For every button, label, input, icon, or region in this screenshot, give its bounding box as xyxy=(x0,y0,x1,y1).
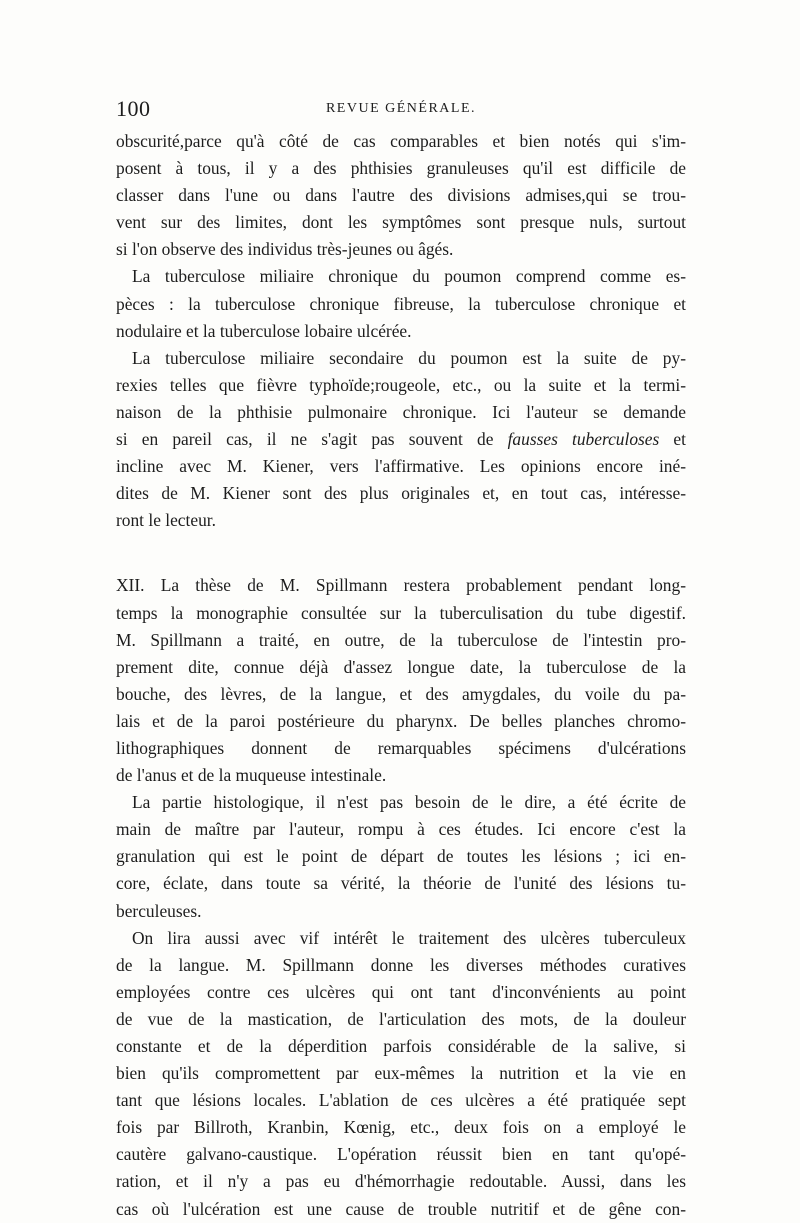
text-line: ration, et il n'y a pas eu d'hémorrhagie redoutable. Aussi, dans les xyxy=(116,1171,686,1192)
text-line: On lira aussi avec vif intérêt le traitement des ulcères tuberculeux xyxy=(132,927,686,948)
text-line: posent à tous, il y a des phthisies granuleuses qu'il est difficile de xyxy=(116,158,686,179)
page-number: 100 xyxy=(116,96,151,121)
text-line: lais et de la paroi postérieure du pharynx. De belles planches chromo- xyxy=(116,710,686,731)
text-line: rexies telles que fièvre typhoïde;rougeole, etc., ou la suite et la termi- xyxy=(116,374,686,395)
text-line: obscurité,parce qu'à côté de cas comparables et bien notés qui s'im- xyxy=(116,131,686,151)
text-line: constante et de la déperdition parfois considérable de la salive, si xyxy=(116,1036,686,1056)
text-line: cautère galvano-caustique. L'opération réussit bien en tant qu'opé- xyxy=(116,1144,686,1165)
text-line: si l'on observe des individus très-jeunes ou âgés. xyxy=(116,239,454,260)
paragraph xyxy=(116,925,686,1223)
text-line: temps la monographie consultée sur la tuberculisation du tube digestif. xyxy=(116,602,686,623)
text-segment: et xyxy=(659,429,686,450)
italic-term: fausses tuberculoses xyxy=(507,429,660,450)
text-line: granulation qui est le point de départ de toutes les lésions ; ici en- xyxy=(116,846,686,867)
text-line: incline avec M. Kiener, vers l'affirmative. Les opinions encore iné- xyxy=(116,456,686,477)
text-line: ront le lecteur. xyxy=(116,510,216,531)
paragraph xyxy=(116,345,686,535)
text-line: XII. La thèse de M. Spillmann restera probablement pendant long- xyxy=(116,575,686,596)
text-line: cas où l'ulcération est une cause de trouble nutritif et de gêne con- xyxy=(116,1198,686,1219)
text-line: main de maître par l'auteur, rompu à ces études. Ici encore c'est la xyxy=(116,819,686,840)
text-line: de vue de la mastication, de l'articulation des mots, de la douleur xyxy=(116,1008,686,1029)
body-text xyxy=(116,128,686,1223)
text-line: prement dite, connue déjà d'assez longue date, la tuberculose de la xyxy=(116,656,686,677)
text-segment: si en pareil cas, il ne s'agit pas souvent de xyxy=(116,429,508,450)
paragraph xyxy=(116,572,686,789)
text-line: de la langue. M. Spillmann donne les diverses méthodes curatives xyxy=(116,954,686,975)
text-line: berculeuses. xyxy=(116,900,202,921)
text-line: lithographiques donnent de remarquables spécimens d'ulcérations xyxy=(116,737,686,758)
text-line: classer dans l'une ou dans l'autre des divisions admises,qui se trou- xyxy=(116,185,686,206)
text-line: M. Spillmann a traité, en outre, de la tuberculose de l'intestin pro- xyxy=(116,629,686,650)
paragraph xyxy=(116,263,686,344)
text-line: de l'anus et de la muqueuse intestinale. xyxy=(116,765,387,786)
text-line: La partie histologique, il n'est pas besoin de le dire, a été écrite de xyxy=(132,792,686,813)
text-line: bouche, des lèvres, de la langue, et des amygdales, du voile du pa- xyxy=(116,683,686,704)
text-line: La tuberculose miliaire chronique du poumon comprend comme es- xyxy=(132,266,686,287)
paragraph xyxy=(116,789,686,924)
section-gap xyxy=(116,534,686,572)
text-line: naison de la phthisie pulmonaire chronique. Ici l'auteur se demande xyxy=(116,401,686,422)
running-head xyxy=(116,96,686,126)
text-line: La tuberculose miliaire secondaire du poumon est la suite de py- xyxy=(132,347,686,368)
text-line: employées contre ces ulcères qui ont tant d'inconvénients au point xyxy=(116,981,686,1002)
text-line: dites de M. Kiener sont des plus originales et, en tout cas, intéresse- xyxy=(116,483,686,504)
paragraph xyxy=(116,128,686,263)
text-line: bien qu'ils compromettent par eux-mêmes la nutrition et la vie en xyxy=(116,1063,686,1084)
text-line: core, éclate, dans toute sa vérité, la théorie de l'unité des lésions tu- xyxy=(116,873,686,894)
running-title: REVUE GÉNÉRALE. xyxy=(325,101,477,116)
text-line: pèces : la tuberculose chronique fibreuse, la tuberculose chronique et xyxy=(116,293,686,314)
text-line: vent sur des limites, dont les symptômes sont presque nuls, surtout xyxy=(116,212,686,233)
text-line: nodulaire et la tuberculose lobaire ulcérée. xyxy=(116,320,412,341)
text-line: fois par Billroth, Kranbin, Kœnig, etc., deux fois on a employé le xyxy=(116,1117,686,1138)
text-line xyxy=(116,426,686,453)
text-line: tant que lésions locales. L'ablation de ces ulcères a été pratiquée sept xyxy=(116,1090,686,1111)
